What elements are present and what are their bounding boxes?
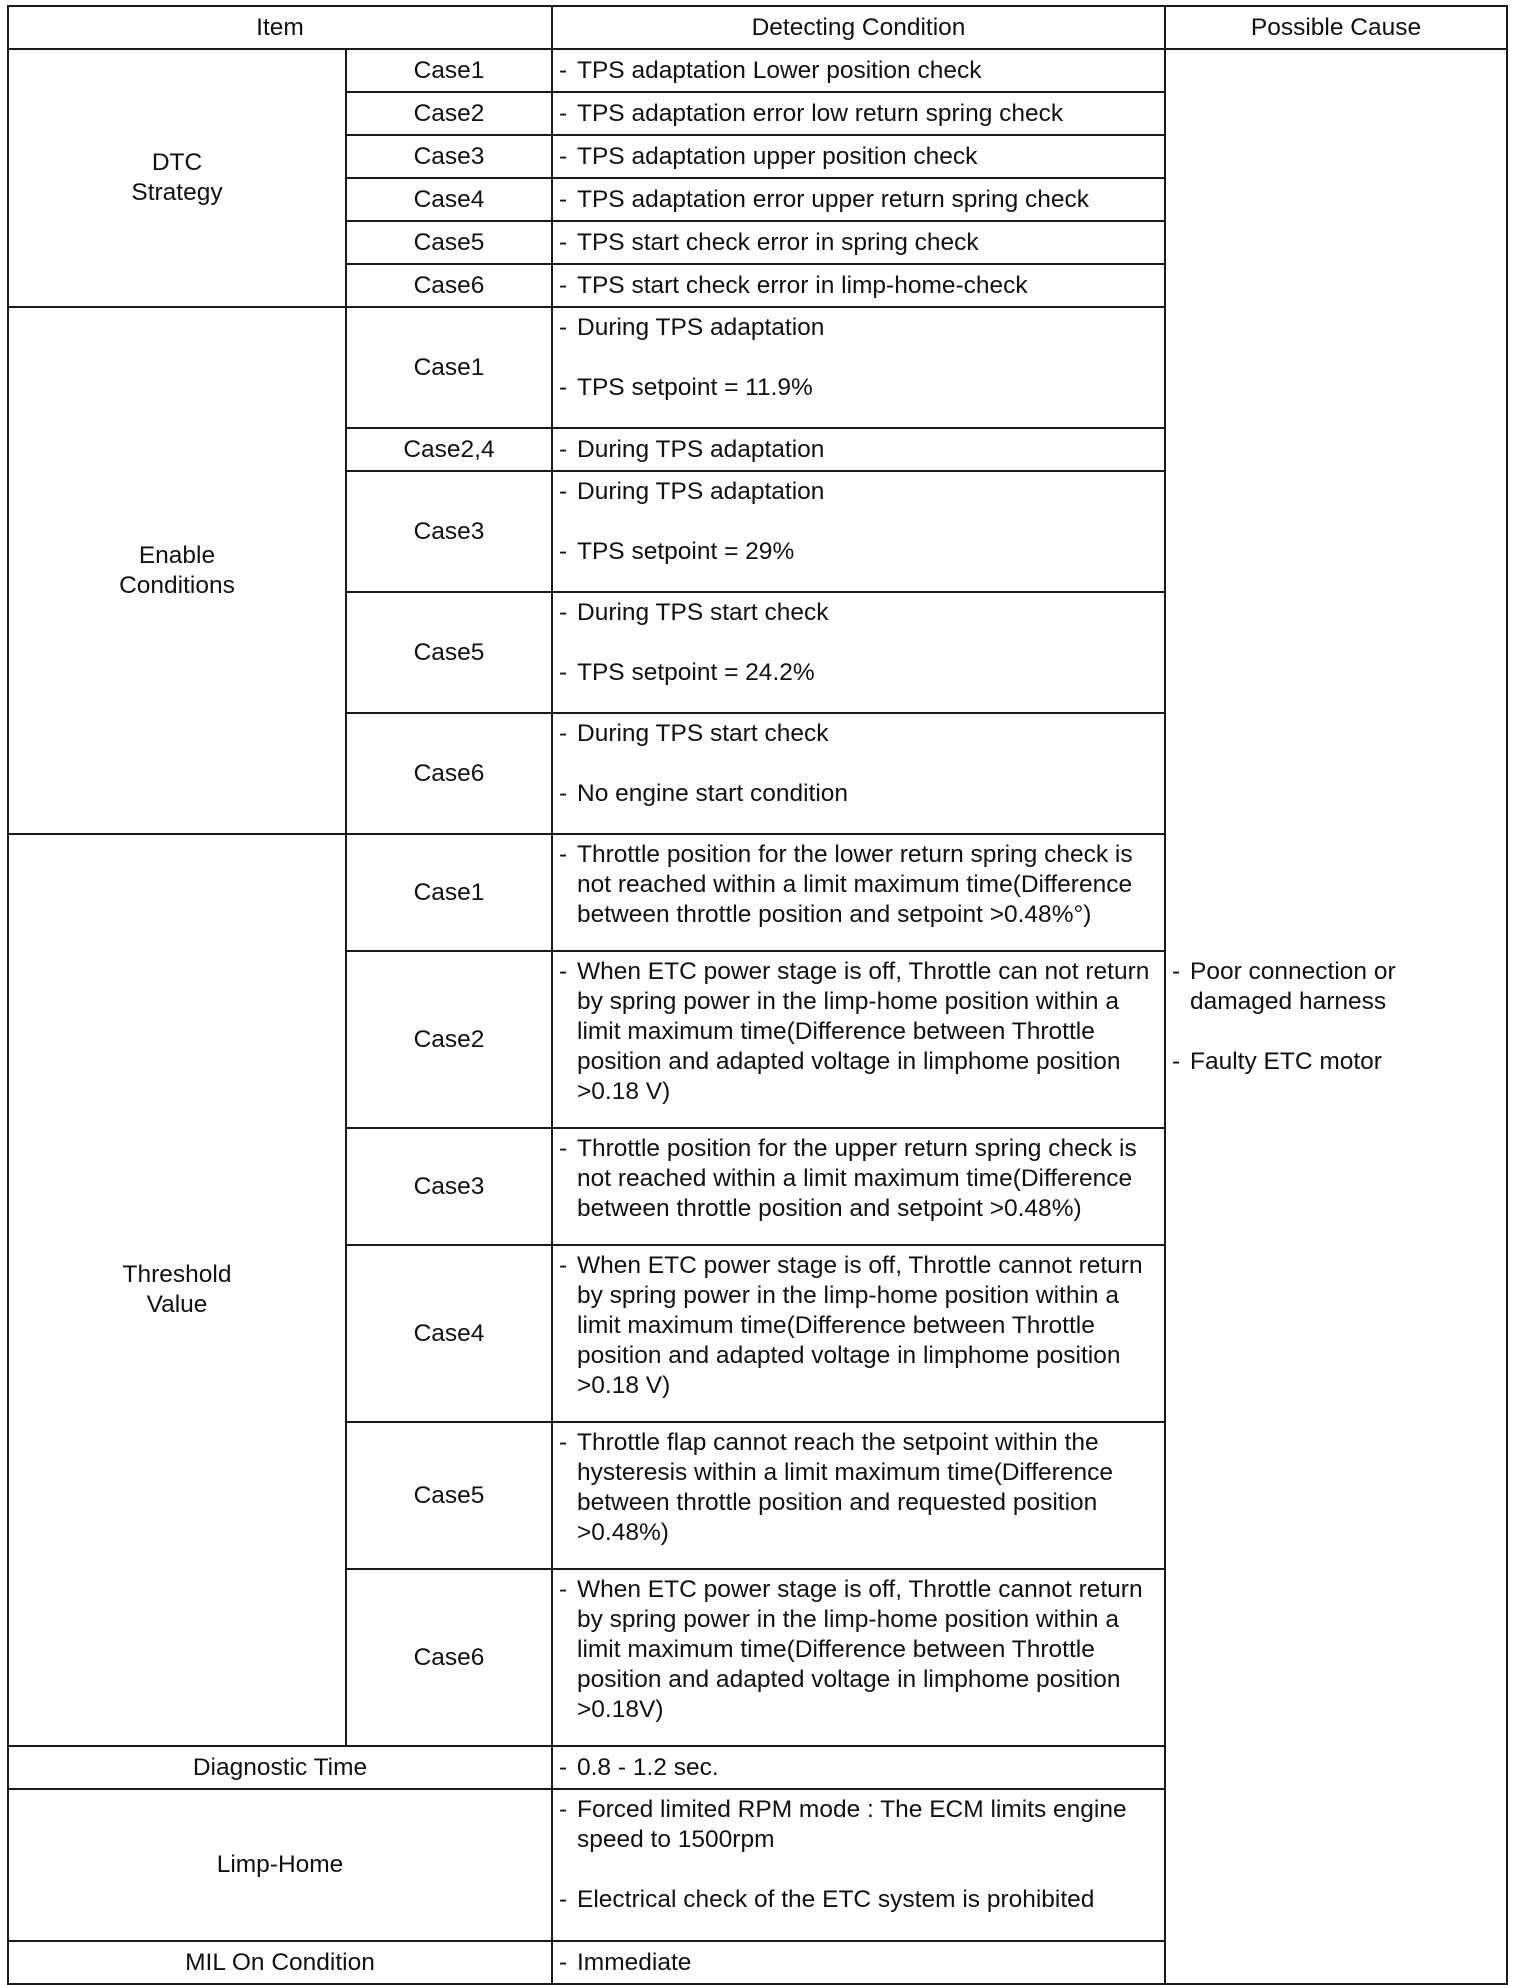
- condition-text: During TPS adaptation: [577, 314, 825, 341]
- condition-text: When ETC power stage is off, Throttle can not return by spring power in the limp-home position within a limit maximum time(Difference between Throttle position and adapted voltage in limphome position >0.18 V): [577, 958, 1150, 1105]
- case-label: Case4: [346, 178, 552, 221]
- enable-conditions-label: [8, 307, 346, 834]
- condition-cell: [552, 264, 1165, 307]
- bullet-dash: -: [559, 99, 568, 127]
- case-label: Case3: [346, 471, 552, 592]
- condition-text: TPS setpoint = 29%: [577, 538, 795, 565]
- threshold-value-label-line2: Value: [146, 1291, 208, 1318]
- bullet-dash: -: [559, 1753, 568, 1781]
- header-row: [8, 6, 1507, 49]
- condition-cell: [552, 834, 1165, 951]
- case-label: Case4: [346, 1245, 552, 1422]
- bullet-dash: -: [559, 185, 568, 213]
- condition-text: TPS setpoint = 11.9%: [577, 374, 813, 401]
- condition-cell: [552, 1941, 1165, 1984]
- case-label: Case2: [346, 92, 552, 135]
- condition-cell: [552, 1128, 1165, 1245]
- dtc-strategy-label-line2: Strategy: [131, 179, 223, 206]
- bullet-dash: -: [559, 599, 568, 626]
- bullet-dash: -: [559, 780, 568, 807]
- condition-cell: [552, 1245, 1165, 1422]
- header-possible-cause: Possible Cause: [1165, 6, 1507, 49]
- mil-on-condition-value: Immediate: [577, 1948, 692, 1976]
- case-label: Case5: [346, 1422, 552, 1569]
- condition-text: TPS start check error in limp-home-check: [577, 271, 1028, 299]
- header-item: Item: [8, 6, 552, 49]
- condition-text: When ETC power stage is off, Throttle cannot return by spring power in the limp-home position within a limit maximum time(Difference between Throttle position and adapted voltage in limphome position >0.18 V): [577, 1252, 1143, 1399]
- condition-text: Throttle position for the lower return spring check is not reached within a limit maximum time(Difference between throttle position and setpoint >0.48%°): [577, 841, 1133, 928]
- bullet-dash: -: [559, 1886, 568, 1913]
- bullet-dash: -: [559, 1576, 568, 1603]
- limp-home-line-2: Electrical check of the ETC system is prohibited: [577, 1886, 1095, 1913]
- condition-cell: [552, 92, 1165, 135]
- case-label: Case6: [346, 1569, 552, 1746]
- mil-on-condition-label: MIL On Condition: [8, 1941, 552, 1984]
- bullet-dash: -: [559, 435, 568, 463]
- limp-home-line-1: Forced limited RPM mode : The ECM limits engine speed to 1500rpm: [577, 1796, 1127, 1853]
- header-detecting-condition: Detecting Condition: [552, 6, 1165, 49]
- condition-cell: [552, 221, 1165, 264]
- possible-cause-1: Poor connection or damaged harness: [1190, 957, 1396, 1015]
- condition-cell: [552, 471, 1165, 592]
- case-label: Case3: [346, 1128, 552, 1245]
- case-label: Case3: [346, 135, 552, 178]
- bullet-dash: -: [559, 1948, 568, 1976]
- condition-text: TPS adaptation error upper return spring check: [577, 185, 1090, 213]
- enable-conditions-label-line1: Enable: [138, 541, 216, 569]
- condition-text: During TPS start check: [577, 599, 829, 626]
- condition-cell: [552, 1422, 1165, 1569]
- case-label: Case1: [346, 834, 552, 951]
- condition-cell: [552, 307, 1165, 428]
- condition-cell: [552, 1569, 1165, 1746]
- bullet-dash: -: [559, 478, 568, 505]
- dtc-strategy-label: [8, 49, 346, 307]
- condition-text: TPS setpoint = 24.2%: [577, 659, 815, 686]
- condition-text: During TPS start check: [577, 720, 829, 747]
- possible-cause-cell: [1165, 49, 1507, 1984]
- condition-cell: [552, 428, 1165, 471]
- condition-text: When ETC power stage is off, Throttle cannot return by spring power in the limp-home position within a limit maximum time(Difference between Throttle position and adapted voltage in limphome position >0.18V): [577, 1576, 1143, 1723]
- bullet-dash: -: [559, 841, 568, 868]
- diagnostic-time-label: Diagnostic Time: [8, 1746, 552, 1789]
- case-label: Case2: [346, 951, 552, 1128]
- condition-text: No engine start condition: [577, 780, 849, 807]
- condition-cell: [552, 713, 1165, 834]
- condition-cell: [552, 49, 1165, 92]
- threshold-value-label: [8, 834, 346, 1746]
- case-label: Case2,4: [346, 428, 552, 471]
- condition-cell: [552, 592, 1165, 713]
- bullet-dash: -: [559, 314, 568, 341]
- condition-cell: [552, 178, 1165, 221]
- condition-text: TPS adaptation Lower position check: [577, 56, 982, 84]
- bullet-dash: -: [1172, 957, 1181, 985]
- bullet-dash: -: [559, 1252, 568, 1279]
- enable-conditions-label-line2: Conditions: [119, 571, 235, 599]
- bullet-dash: -: [559, 958, 568, 985]
- limp-home-label: Limp-Home: [8, 1789, 552, 1941]
- condition-text: TPS adaptation error low return spring check: [577, 99, 1064, 127]
- condition-cell: [552, 1746, 1165, 1789]
- case-label: Case6: [346, 713, 552, 834]
- condition-text: During TPS adaptation: [577, 478, 825, 505]
- condition-cell: [552, 135, 1165, 178]
- condition-text: During TPS adaptation: [577, 435, 825, 463]
- table-row: [8, 49, 1507, 92]
- case-label: Case6: [346, 264, 552, 307]
- condition-cell: [552, 1789, 1165, 1941]
- condition-text: Throttle position for the upper return spring check is not reached within a limit maximum time(Difference between throttle position and setpoint >0.48%): [577, 1135, 1137, 1222]
- condition-text: Throttle flap cannot reach the setpoint within the hysteresis within a limit maximum time(Difference between throttle position and requested position >0.48%): [577, 1429, 1113, 1546]
- bullet-dash: -: [559, 1135, 568, 1162]
- bullet-dash: -: [559, 720, 568, 747]
- case-label: Case5: [346, 592, 552, 713]
- case-label: Case1: [346, 307, 552, 428]
- dtc-table: [7, 5, 1508, 1985]
- bullet-dash: -: [559, 228, 568, 256]
- bullet-dash: -: [559, 659, 568, 686]
- condition-cell: [552, 951, 1165, 1128]
- bullet-dash: -: [559, 1796, 568, 1823]
- bullet-dash: -: [559, 374, 568, 401]
- bullet-dash: -: [559, 271, 568, 299]
- condition-text: TPS adaptation upper position check: [577, 142, 978, 170]
- bullet-dash: -: [1172, 1047, 1181, 1075]
- possible-cause-2: Faulty ETC motor: [1190, 1047, 1382, 1075]
- condition-text: TPS start check error in spring check: [577, 228, 979, 256]
- case-label: Case5: [346, 221, 552, 264]
- dtc-strategy-label-line1: DTC: [151, 149, 203, 176]
- diagnostic-time-value: 0.8 - 1.2 sec.: [577, 1753, 719, 1781]
- case-label: Case1: [346, 49, 552, 92]
- threshold-value-label-line1: Threshold: [122, 1261, 232, 1288]
- bullet-dash: -: [559, 538, 568, 565]
- bullet-dash: -: [559, 142, 568, 170]
- bullet-dash: -: [559, 56, 568, 84]
- bullet-dash: -: [559, 1429, 568, 1456]
